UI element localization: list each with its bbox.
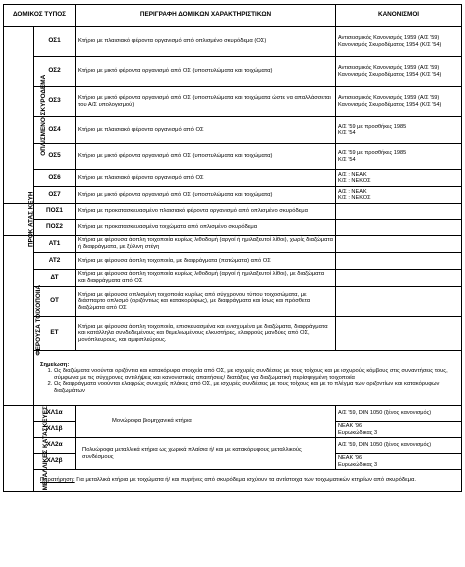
type-description: Μονώροφα βιομηχανικά κτήρια bbox=[76, 406, 336, 438]
type-codes: Α/Σ '59, DIN 1050 (ξένος κανονισμός) bbox=[336, 438, 462, 454]
type-description: Κτήρια με φέρουσα άοπλη τοιχοποιία, με διαφράγματα (πατώματα) από ΟΣ bbox=[76, 253, 336, 270]
steel-remark: Παρατήρηση: Για μεταλλικά κτήρια με τοιχώματα ή/ και πυρήνες από σκυρόδεμα ισχύουν τα αντίστοιχα των τοιχωματικών κτηρίων από σκυρόδεμα. bbox=[34, 470, 462, 492]
type-code: ΧΛ1β bbox=[34, 422, 76, 438]
type-description: Κτήρια με φέρουσα άοπλη τοιχοποιία, επισκευασμένα και ενισχυμένα με διαζώματα, διαφράγματα και κατάλληλα συνδεδεμένους και θεμελιωμένους ελκυστήρες, ελαφρούς μανδύες από ΟΣ, μονόπλευρους, και αμφιπλεύρους. bbox=[76, 317, 336, 351]
type-code: ΠΟΣ2 bbox=[34, 220, 76, 236]
type-code: ΟΣ5 bbox=[34, 144, 76, 170]
type-code: ΔΤ bbox=[34, 270, 76, 287]
type-code: ΟΣ3 bbox=[34, 87, 76, 117]
type-codes: Αντισεισμικός Κανονισμός 1959 (Α/Σ '59) Κανονισμός Σκυροδέματος 1954 (Κ/Σ '54) bbox=[336, 57, 462, 87]
type-description: Κτήρια με προκατασκευασμένο πλαισιακό φέροντα οργανισμό από οπλισμένο σκυρόδεμα bbox=[76, 204, 336, 220]
type-codes: Α/Σ : ΝΕΑΚ Κ/Σ : ΝΕΚΟΣ bbox=[336, 170, 462, 187]
header-codes: ΚΑΝΟΝΙΣΜΟΙ bbox=[336, 5, 462, 27]
type-code: ΟΣ7 bbox=[34, 187, 76, 204]
type-code: ΟΣ2 bbox=[34, 57, 76, 87]
type-codes: Α/Σ '59 με προσθήκες 1985 Κ/Σ '54 bbox=[336, 117, 462, 144]
type-description: Πολυώροφα μεταλλικά κτήρια ως χωρικά πλαίσια ή/ και με κατακόρυφους μεταλλικούς συνδέσμους bbox=[76, 438, 336, 470]
type-codes bbox=[336, 253, 462, 270]
type-description: Κτήρια με προκατασκευασμένα τοιχώματα από οπλισμένο σκυρόδεμα bbox=[76, 220, 336, 236]
type-code: ΟΣ4 bbox=[34, 117, 76, 144]
note-item: 1. Ως διαζώματα νοούνται οριζόντια και κατακόρυφα στοιχεία από ΟΣ, με ισχυρές συνδέσεις με τους τοίχους και με ισχυρούς κόμβους στις συναντήσεις τους, σύμφωνα με τις σύγχρονες αντιλήψεις και κανονιστικές απαιτήσεις/ διατάξεις για διαζωματική περίσφιγμένη τοιχοποιία bbox=[54, 368, 455, 381]
type-code: ΧΛ2α bbox=[34, 438, 76, 454]
type-description: Κτήριο με μικτό φέροντα οργανισμό από ΟΣ (υποστυλώματα και τοιχώματα) bbox=[76, 187, 336, 204]
type-codes: ΝΕΑΚ '96 Ευρωκώδικας 3 bbox=[336, 422, 462, 438]
type-codes bbox=[336, 236, 462, 253]
type-description: Κτήριο με πλαισιακό φέροντα οργανισμό από ΟΣ bbox=[76, 117, 336, 144]
type-codes bbox=[336, 220, 462, 236]
type-code: ΕΤ bbox=[34, 317, 76, 351]
type-description: Κτήρια με φέρουσα άοπλη τοιχοποιία κυρίως λιθοδομή (αργοί ή ημιλαξευτοί λίθοι), με διαζώματα και διαφράγματα από ΟΣ bbox=[76, 270, 336, 287]
group-label-reinforced-concrete: ΟΠΛΙΣΜΕΝΟ ΣΚΥΡΟΔΕΜΑ bbox=[4, 27, 34, 204]
type-code: ΟΣ1 bbox=[34, 27, 76, 57]
type-codes: ΝΕΑΚ '96 Ευρωκώδικας 3 bbox=[336, 454, 462, 470]
type-code: ΟΤ bbox=[34, 287, 76, 317]
group-label-precast: ΠΡΟΚ ΑΤΑΣ ΚΕΥΗ bbox=[4, 204, 34, 236]
header-description: ΠΕΡΙΓΡΑΦΗ ΔΟΜΙΚΩΝ ΧΑΡΑΚΤΗΡΙΣΤΙΚΩΝ bbox=[76, 5, 336, 27]
type-description: Κτήριο με μικτό φέροντα οργανισμό από ΟΣ (υποστυλώματα και τοιχώματα) bbox=[76, 144, 336, 170]
type-codes bbox=[336, 204, 462, 220]
type-code: ΧΛ2β bbox=[34, 454, 76, 470]
masonry-notes bbox=[34, 351, 462, 406]
type-codes bbox=[336, 270, 462, 287]
type-code: ΑΤ2 bbox=[34, 253, 76, 270]
type-description: Κτήριο με πλαισιακό φέροντα οργανισμό από ΟΣ bbox=[76, 170, 336, 187]
type-codes bbox=[336, 287, 462, 317]
note-item: 2. Ως διαφράγματα νοούνται ελαφρώς συνεχείς πλάκες από ΟΣ, με ισχυρές συνδέσεις με τους τοίχους και με το πλέγμα των οριζοντίων και κατακόρυφων διαζωμάτων bbox=[54, 381, 455, 394]
type-code: ΧΛ1α bbox=[34, 406, 76, 422]
type-description: Κτήριο με μικτό φέροντα οργανισμό από ΟΣ (υποστυλώματα και τοιχώματα) bbox=[76, 57, 336, 87]
type-codes bbox=[336, 317, 462, 351]
building-types-table bbox=[3, 4, 462, 492]
type-codes: Α/Σ '59 με προσθήκες 1985 Κ/Σ '54 bbox=[336, 144, 462, 170]
type-code: ΑΤ1 bbox=[34, 236, 76, 253]
type-codes: Α/Σ : ΝΕΑΚ Κ/Σ : ΝΕΚΟΣ bbox=[336, 187, 462, 204]
type-code: ΠΟΣ1 bbox=[34, 204, 76, 220]
type-codes: Α/Σ '59, DIN 1050 (ξένος κανονισμός) bbox=[336, 406, 462, 422]
group-label-steel: ΜΕΤΑΛΛΙΚΕΣ ΚΑΤΑΣΚΕΥΕΣ bbox=[4, 406, 34, 492]
type-description: Κτήρια με φέρουσα άοπλη τοιχοποιία κυρίως λιθοδομή (αργοί ή ημιλαξευτοί λίθοι), χωρίς διαζώματα ή διαφράγματα, με ξύλινη στέγη bbox=[76, 236, 336, 253]
notes-title: Σημείωση: bbox=[40, 361, 70, 368]
type-codes: Αντισεισμικός Κανονισμός 1959 (Α/Σ '59) Κανονισμός Σκυροδέματος 1954 (Κ/Σ '54) bbox=[336, 87, 462, 117]
type-code: ΟΣ6 bbox=[34, 170, 76, 187]
type-description: Κτήριο με μικτό φέροντα οργανισμό από ΟΣ (υποστυλώματα και τοιχώματα ώστε να απαλλάσσεται του Α/Σ υπολογισμού) bbox=[76, 87, 336, 117]
header-structural-type: ΔΟΜΙΚΟΣ ΤΥΠΟΣ bbox=[4, 5, 76, 27]
type-codes: Αντισεισμικός Κανονισμός 1959 (Α/Σ '59) Κανονισμός Σκυροδέματος 1954 (Κ/Σ '54) bbox=[336, 27, 462, 57]
type-description: Κτήριο με πλαισιακό φέροντα οργανισμό από οπλισμένο σκυρόδεμα (ΟΣ) bbox=[76, 27, 336, 57]
type-description: Κτήρια με φέρουσα οπλισμένη τοιχοποιία κυρίως από σύγχρονου τύπου τοιχοσώματα, με διάσπαρτο οπλισμό (οριζόντιως και κατακορύφως), με διαφράγματα και ίσως και πρόσθετα διαζώματα από ΟΣ bbox=[76, 287, 336, 317]
group-label-masonry: ΦΕΡΟΥΣΑ ΤΟΙΧΟΠΟΙΙΑ bbox=[4, 236, 34, 406]
